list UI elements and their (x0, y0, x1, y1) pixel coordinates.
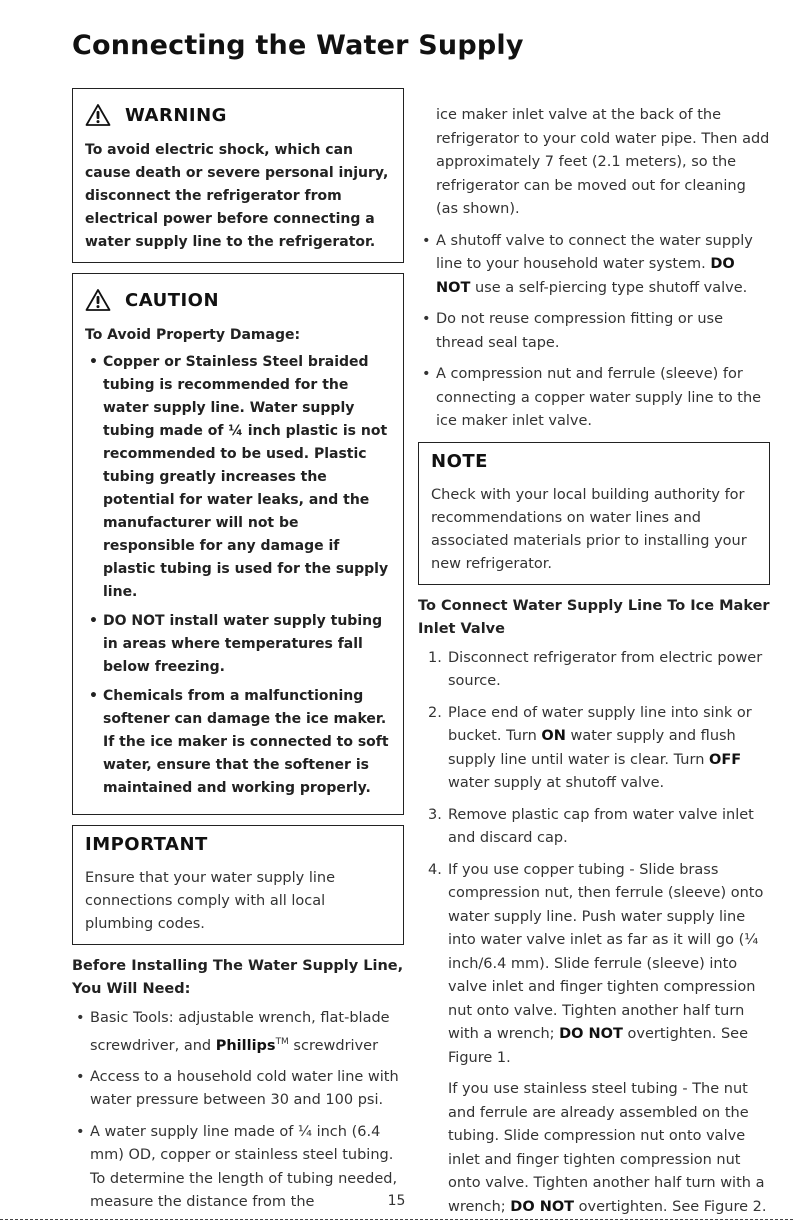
note-box (418, 442, 770, 585)
before-item-nut-ferrule: • A compression nut and ferrule (sleeve) for connecting a copper water supply line to the ice maker inlet valve. (436, 363, 770, 434)
step-4: 4. If you use copper tubing - Slide brass compression nut, then ferrule (sleeve) onto water supply line. Push water supply line into water valve inlet as far as it will go (¼ inch/6.4 mm). Slide ferrule (sleeve) into valve inlet and finger tighten compression nut onto valve. Tighten another half turn with a wrench; DO NOT overtighten. See Figure 1. If you use stainless steel tubing - The nut and ferrule are already assembled on the tubing. Slide compression nut onto valve inlet and finger tighten compression nut onto valve. Tighten another half turn with a wrench; DO NOT overtighten. See Figure 2. (418, 859, 770, 1220)
caution-item: • DO NOT install water supply tubing in areas where temperatures fall below freezing. (103, 610, 393, 679)
warning-text: To avoid electric shock, which can cause death or severe personal injury, disconnect the refrigerator from electrical power before connecting a water supply line to the refrigerator. (85, 142, 389, 250)
before-item-water-line: • Access to a household cold water line with water pressure between 30 and 100 psi. (90, 1066, 404, 1113)
warning-heading: WARNING (125, 104, 227, 126)
connect-steps (418, 647, 770, 1220)
warning-header (85, 103, 393, 127)
bottom-rule (0, 1219, 793, 1220)
step-3: 3. Remove plastic cap from water valve inlet and discard cap. (428, 806, 754, 846)
before-list (72, 1007, 404, 1215)
caution-subheading: To Avoid Property Damage: (85, 327, 301, 343)
important-heading: IMPORTANT (85, 834, 208, 855)
step-2: 2. Place end of water supply line into sink or bucket. Turn ON water supply and flush supply line until water is clear. Turn OFF water supply at shutoff valve. (428, 704, 752, 791)
warning-box (72, 88, 404, 263)
right-column (418, 104, 770, 1227)
left-column (72, 88, 404, 1223)
important-box (72, 825, 404, 945)
page-title: Connecting the Water Supply (72, 30, 524, 61)
note-heading: NOTE (431, 450, 488, 472)
before-item-shutoff: • A shutoff valve to connect the water supply line to your household water system. DO NOT use a self-piercing type shutoff valve. (436, 230, 770, 301)
step-1: 1. Disconnect refrigerator from electric power source. (428, 649, 763, 689)
caution-list (85, 351, 393, 800)
caution-triangle-icon (85, 288, 111, 312)
before-item-tools: • Basic Tools: adjustable wrench, flat-blade screwdriver, and Phillips™ screwdriver (90, 1007, 404, 1058)
caution-header (85, 288, 393, 312)
caution-item: • Copper or Stainless Steel braided tubing is recommended for the water supply line. Water supply tubing made of ¼ inch plastic is not recommended to be used. Plastic tubing greatly increases the potential for water leaks, and the manufacturer will not be responsible for any damage if plastic tubing is used for the supply line. (103, 351, 393, 604)
page-number: 15 (387, 1193, 406, 1209)
warning-triangle-icon (85, 103, 111, 127)
before-list-continued (418, 230, 770, 434)
note-text: Check with your local building authority for recommendations on water lines and associated materials prior to installing your new refrigerator. (431, 486, 747, 572)
caution-box (72, 273, 404, 815)
supply-line-continued: ice maker inlet valve at the back of the refrigerator to your cold water pipe. Then add approximately 7 feet (2.1 meters), so the refrigerator can be moved out for cleaning (as shown). (436, 107, 770, 217)
caution-heading: CAUTION (125, 289, 220, 311)
before-item-compression: • Do not reuse compression fitting or use thread seal tape. (436, 308, 770, 355)
connect-heading: To Connect Water Supply Line To Ice Maker Inlet Valve (418, 597, 770, 637)
before-item-supply-line: • A water supply line made of ¼ inch (6.4 mm) OD, copper or stainless steel tubing. To determine the length of tubing needed, measure the distance from the (90, 1121, 404, 1215)
important-text: Ensure that your water supply line connections comply with all local plumbing codes. (85, 870, 335, 932)
caution-item: • Chemicals from a malfunctioning softener can damage the ice maker. If the ice maker is connected to soft water, ensure that the softener is maintained and working properly. (103, 685, 393, 800)
step-4-stainless: If you use stainless steel tubing - The nut and ferrule are already assembled on the tubing. Slide compression nut onto valve inlet and finger tighten compression nut onto valve. Tighten another half turn with a wrench; DO NOT overtighten. See Figure 2. (448, 1081, 767, 1215)
before-heading: Before Installing The Water Supply Line, You Will Need: (72, 958, 404, 997)
